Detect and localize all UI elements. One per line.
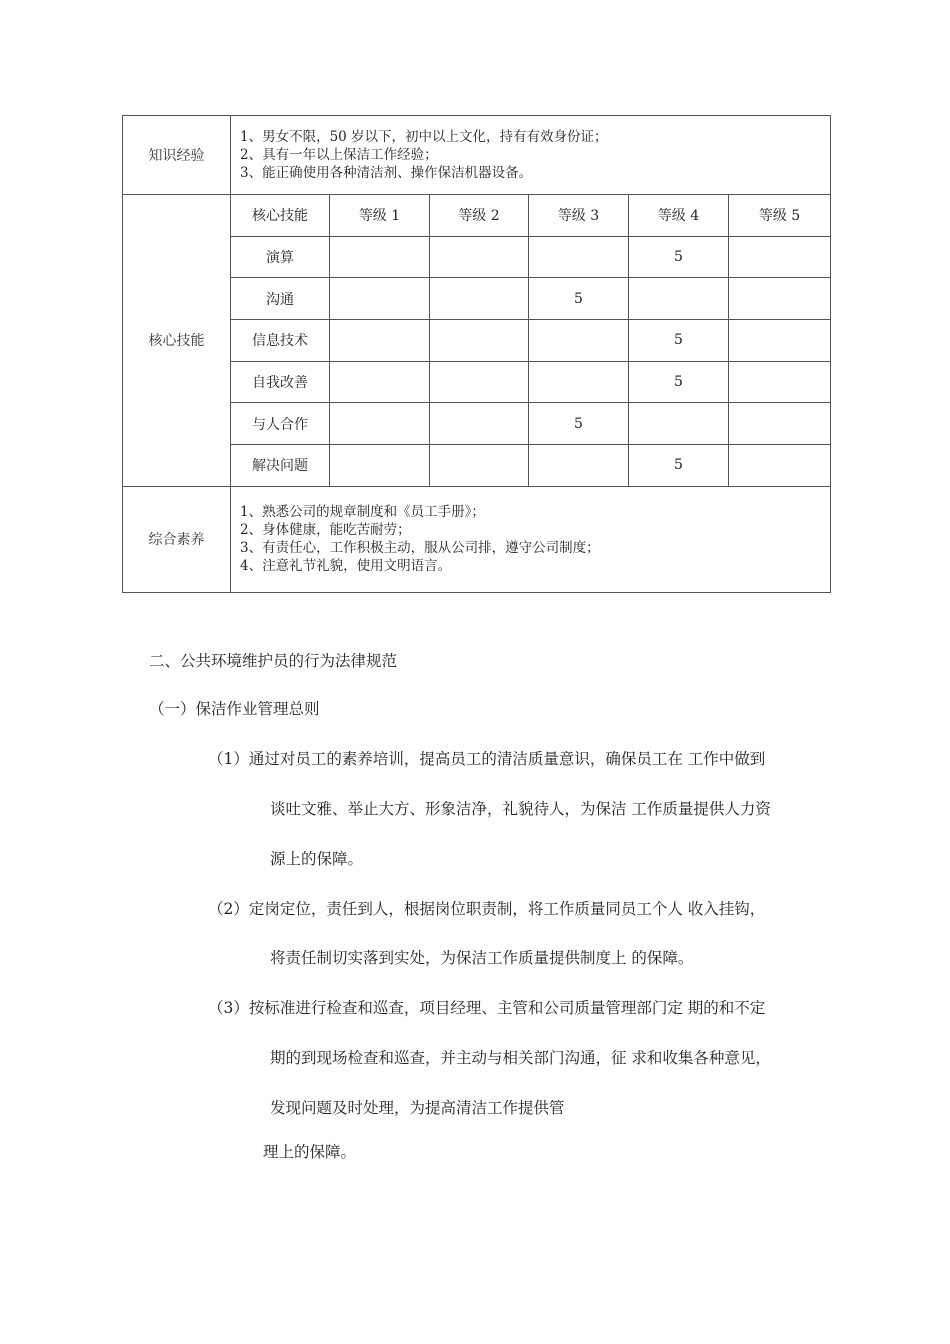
level-cell <box>629 403 729 445</box>
paragraph-line: （1）通过对员工的素养培训，提高员工的清洁质量意识，确保员工在 工作中做到 <box>208 750 766 768</box>
section-title: 二、公共环境维护员的行为法律规范 <box>149 652 398 670</box>
paragraph-line: （2）定岗定位，责任到人，根据岗位职责制，将工作质量同员工个人 收入挂钩， <box>208 900 766 918</box>
paragraph-line: 发现问题及时处理，为提高清洁工作提供管 <box>270 1099 565 1117</box>
knowledge-line: 3、能正确使用各种清洁剂、操作保洁机器设备。 <box>240 165 533 181</box>
level-cell: 5 <box>629 320 729 362</box>
general-line: 3、有责任心，工作积极主动，服从公司排，遵守公司制度； <box>240 540 600 557</box>
level-cell <box>330 320 430 362</box>
level-cell: 5 <box>629 236 729 278</box>
general-content <box>231 486 831 592</box>
general-line: 4、注意礼节礼貌，使用文明语言。 <box>240 558 452 575</box>
paragraph-line: 期的到现场检查和巡查，并主动与相关部门沟通，征 求和收集各种意见， <box>270 1049 771 1067</box>
knowledge-line: 1、男女不限，50 岁以下，初中以上文化，持有有效身份证； <box>240 129 608 145</box>
level-cell <box>430 361 529 403</box>
level-cell <box>729 403 831 445</box>
level-cell <box>430 236 529 278</box>
level-cell <box>430 445 529 487</box>
level-cell <box>330 403 430 445</box>
level-cell <box>430 403 529 445</box>
general-label: 综合素养 <box>123 486 231 592</box>
skill-name: 自我改善 <box>231 361 330 403</box>
skill-name: 信息技术 <box>231 320 330 362</box>
level-cell <box>330 445 430 487</box>
column-header: 等级 3 <box>529 195 629 237</box>
level-cell: 5 <box>529 403 629 445</box>
skill-name: 演算 <box>231 236 330 278</box>
paragraph-line: 谈吐文雅、举止大方、形象洁净，礼貌待人，为保洁 工作质量提供人力资 <box>270 800 771 818</box>
level-cell <box>529 320 629 362</box>
core-skills-label: 核心技能 <box>123 195 231 487</box>
knowledge-row <box>123 116 831 195</box>
column-header: 等级 4 <box>629 195 729 237</box>
knowledge-line: 2、具有一年以上保洁工作经验； <box>240 147 438 163</box>
level-cell: 5 <box>629 361 729 403</box>
knowledge-content <box>231 116 831 195</box>
column-header: 等级 1 <box>330 195 430 237</box>
subsection-title: （一）保洁作业管理总则 <box>149 700 320 718</box>
level-cell <box>729 320 831 362</box>
knowledge-label: 知识经验 <box>123 116 231 195</box>
paragraph-line: 将责任制切实落到实处，为保洁工作质量提供制度上 的保障。 <box>270 949 694 967</box>
level-cell <box>729 236 831 278</box>
level-cell <box>529 361 629 403</box>
skill-name: 沟通 <box>231 278 330 320</box>
skill-name: 解决问题 <box>231 445 330 487</box>
level-cell <box>430 278 529 320</box>
level-cell <box>629 278 729 320</box>
general-line: 1、熟悉公司的规章制度和《员工手册》； <box>240 504 485 521</box>
level-cell <box>729 278 831 320</box>
level-cell <box>330 361 430 403</box>
level-cell <box>330 278 430 320</box>
skill-name: 与人合作 <box>231 403 330 445</box>
paragraph-line: （3）按标准进行检查和巡查，项目经理、主管和公司质量管理部门定 期的和不定 <box>208 999 766 1017</box>
level-cell: 5 <box>629 445 729 487</box>
level-cell <box>529 236 629 278</box>
level-cell <box>330 236 430 278</box>
column-header: 等级 5 <box>729 195 831 237</box>
column-header: 核心技能 <box>231 195 330 237</box>
paragraph-line: 源上的保障。 <box>270 850 364 868</box>
level-cell <box>529 445 629 487</box>
core-skills-header-row <box>123 195 831 237</box>
level-cell: 5 <box>529 278 629 320</box>
paragraph-line: 理上的保障。 <box>263 1143 357 1161</box>
level-cell <box>729 361 831 403</box>
general-line: 2、身体健康，能吃苦耐劳； <box>240 522 411 539</box>
level-cell <box>430 320 529 362</box>
column-header: 等级 2 <box>430 195 529 237</box>
general-row <box>123 486 831 592</box>
job-requirements-table <box>122 115 831 593</box>
level-cell <box>729 445 831 487</box>
